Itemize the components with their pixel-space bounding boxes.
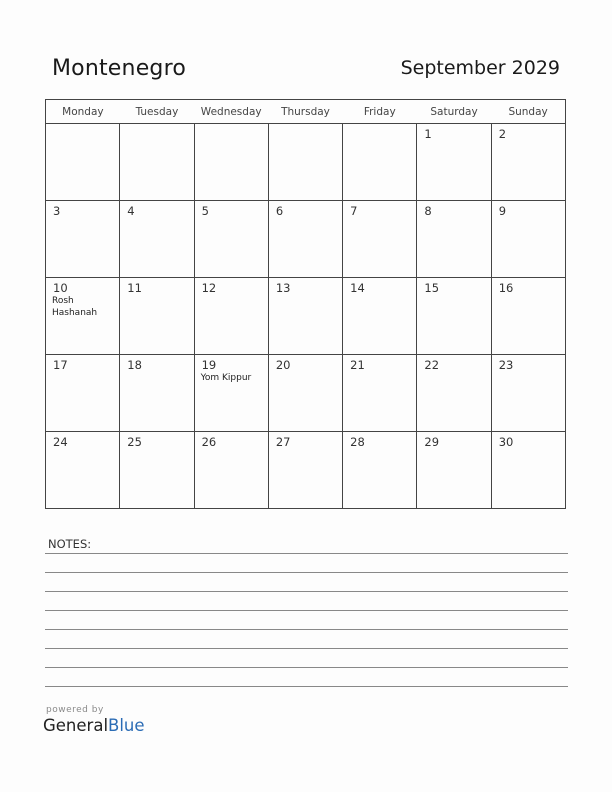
weekday-header: Tuesday [120,100,194,124]
day-cell [268,432,342,509]
day-number: 19 [201,358,217,372]
powered-by-text: powered by [46,705,104,715]
day-cell [343,355,417,432]
day-number: 3 [53,204,61,218]
day-number: 8 [424,204,432,218]
notes-line [45,553,568,554]
day-number: 20 [275,358,291,372]
day-cell [491,278,565,355]
notes-line [45,667,568,668]
week-row [46,278,566,355]
day-cell [120,124,194,201]
weekday-header: Saturday [417,100,491,124]
day-number: 16 [498,281,514,295]
day-cell [46,201,120,278]
day-cell [491,355,565,432]
day-number: 30 [498,435,514,449]
week-row [46,432,566,509]
day-cell [343,432,417,509]
day-cell [120,278,194,355]
day-number [269,124,342,127]
day-cell [417,432,491,509]
weekday-header: Wednesday [194,100,268,124]
weekday-header: Friday [343,100,417,124]
day-number: 29 [424,435,440,449]
day-number [46,124,119,127]
day-cell [491,124,565,201]
day-cell [268,355,342,432]
day-cell [343,278,417,355]
day-cell [46,432,120,509]
day-number: 27 [275,435,291,449]
day-number: 15 [424,281,440,295]
notes-label: NOTES: [48,537,92,551]
week-row [46,355,566,432]
day-number: 12 [201,281,217,295]
week-row [46,124,566,201]
weekday-header-row [46,100,566,124]
day-number: 25 [127,435,142,449]
day-cell [194,432,268,509]
day-cell [194,355,268,432]
calendar-grid [45,99,566,509]
day-number: 2 [498,127,507,141]
weekday-header: Monday [46,100,120,124]
notes-line [45,686,568,687]
day-cell [268,278,342,355]
day-cell [417,201,491,278]
day-number: 10 [53,281,68,295]
day-number: 9 [498,204,507,218]
day-cell [491,432,565,509]
day-cell [120,432,194,509]
day-cell [46,124,120,201]
day-number: 17 [53,358,68,372]
day-number: 7 [350,204,358,218]
weekday-header: Sunday [491,100,565,124]
day-cell [194,124,268,201]
day-number: 11 [127,281,142,295]
day-cell [417,355,491,432]
notes-line [45,648,568,649]
brand-general: General [43,716,109,735]
day-number [343,124,416,127]
day-number: 21 [350,358,365,372]
day-number: 24 [53,435,68,449]
day-cell [120,201,194,278]
brand-blue: Blue [108,716,145,735]
day-number: 1 [424,127,432,141]
day-number: 13 [275,281,291,295]
month-title: September 2029 [400,57,560,79]
day-number: 6 [275,204,284,218]
day-number: 4 [127,204,135,218]
day-cell [46,355,120,432]
day-cell [343,201,417,278]
notes-line [45,572,568,573]
brand-logo [43,716,145,735]
notes-line [45,629,568,630]
holiday-label: Yom Kippur [200,373,252,383]
day-number: 18 [127,358,142,372]
notes-line [45,610,568,611]
holiday-label: Rosh Hashanah [52,296,98,318]
day-number: 23 [498,358,514,372]
day-cell [194,278,268,355]
day-number: 14 [350,281,365,295]
day-cell [343,124,417,201]
day-number: 28 [350,435,365,449]
day-number [195,124,268,127]
week-row [46,201,566,278]
day-cell [120,355,194,432]
notes-line [45,591,568,592]
day-number [120,124,193,127]
day-cell [417,278,491,355]
day-cell [46,278,120,355]
country-title: Montenegro [52,56,187,81]
day-cell [268,201,342,278]
day-number: 5 [201,204,209,218]
weekday-header: Thursday [268,100,342,124]
day-number: 22 [424,358,440,372]
day-number: 26 [201,435,217,449]
day-cell [491,201,565,278]
day-cell [268,124,342,201]
day-cell [417,124,491,201]
day-cell [194,201,268,278]
